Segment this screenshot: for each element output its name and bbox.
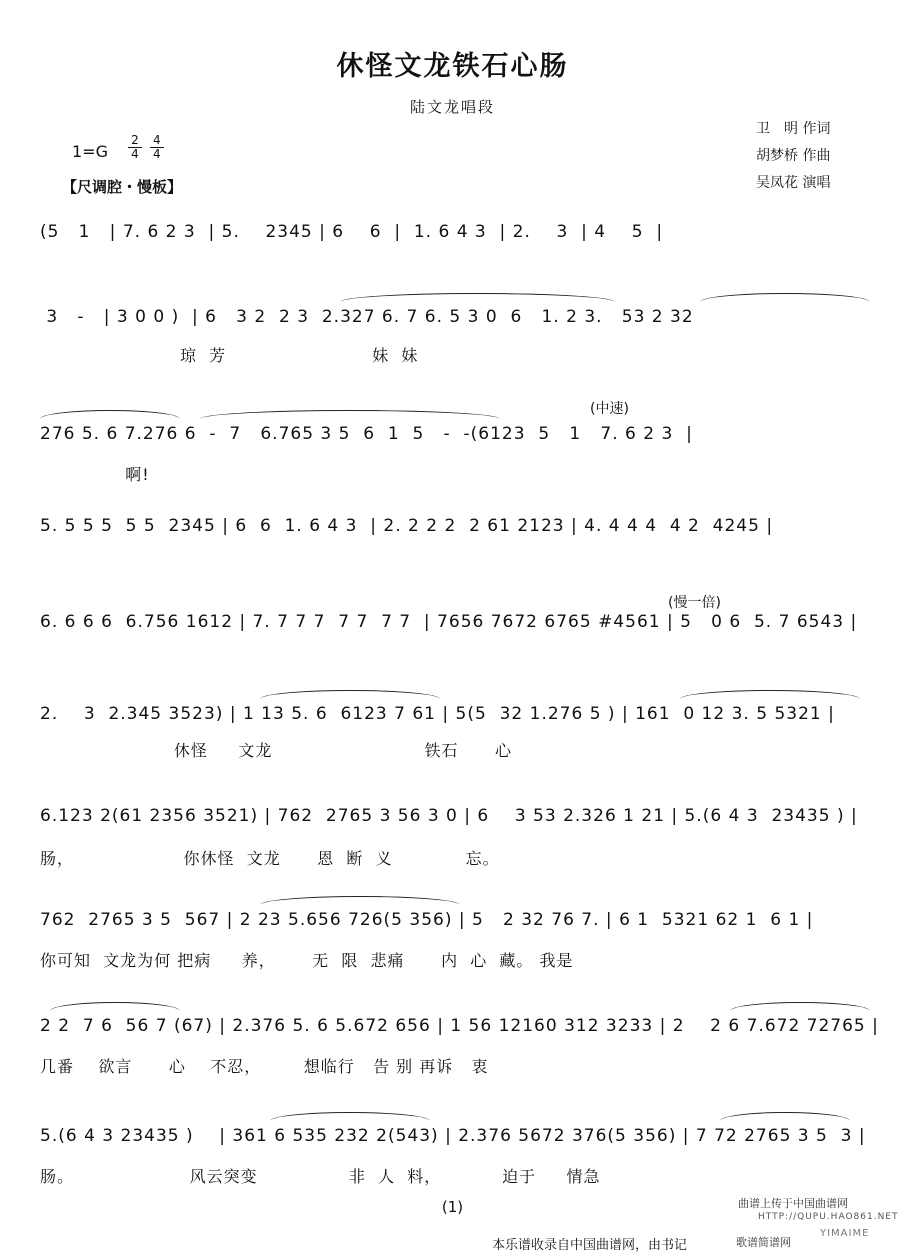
staff-row-4 [40,516,870,556]
lyrics-line: 肠， 你休怪 文龙 恩 断 义 忘。 [40,849,500,868]
footer-note: 本乐谱收录自中国曲谱网，由书记 [492,1238,688,1253]
credit-composer: 胡梦桥 作曲 [756,148,831,164]
staff-row-8 [40,910,870,970]
meter-b-top: 4 [150,134,164,148]
credits [756,116,830,197]
watermark-url: HTTP://QUPU.HAO861.NET [758,1212,899,1222]
notes-line: 3 - | 3 0 0 ) | 6 3 2 2 3 2.327 6. 7 6. 5 3 0 6 1. 2 3. 53 2 32 [40,307,694,327]
notes-line: 2 2 7 6 56 7 (67) | 2.376 5. 6 5.672 656 | 1 56 12160 312 3233 | 2 2 6 7.672 72765 | [40,1016,879,1036]
annotation-slow-double: (慢一倍) [668,595,721,611]
lyrics-line: 几番 欲言 心 不忍， 想临行 告 别 再诉 衷 [40,1057,489,1076]
staff-row-7 [40,806,870,868]
time-signature [128,134,168,161]
notes-line: 762 2765 3 5 567 | 2 23 5.656 726(5 356) | 5 2 32 76 7. | 6 1 5321 62 1 6 1 | [40,910,814,930]
annotation-mid-tempo: (中速) [590,401,629,417]
notes-line: 276 5. 6 7.276 6 - 7 6.765 3 5 6 1 5 - -(6123 5 1 7. 6 2 3 | [40,424,693,444]
notes-line: 2. 3 2.345 3523) | 1 13 5. 6 6123 7 61 | 5(5 32 1.276 5 ) | 161 0 12 3. 5 5321 | [40,704,835,724]
staff-row-5 [40,612,870,652]
notes-line: 5.(6 4 3 23435 ) | 361 6 535 232 2(543) | 2.376 5672 376(5 356) | 7 72 2765 3 5 3 | [40,1126,866,1146]
key-signature: 1=G [72,142,108,161]
notes-line: 6.123 2(61 2356 3521) | 762 2765 3 56 3 0 | 6 3 53 2.326 1 21 | 5.(6 4 3 23435 ) | [40,806,858,826]
watermark-brand: YIMAIME [820,1228,870,1239]
tempo-marking: 【尺调腔・慢板】 [62,178,183,196]
staff-row-2 [40,307,870,365]
watermark-upload: 曲谱上传于中国曲谱网 [738,1197,848,1210]
meter-a-bottom: 4 [131,147,139,161]
lyrics-line: 休怪 文龙 铁石 心 [40,741,512,760]
notes-line: 5. 5 5 5 5 5 2345 | 6 6 1. 6 4 3 | 2. 2 2 2 2 61 2123 | 4. 4 4 4 4 2 4245 | [40,516,774,536]
staff-row-1 [40,222,870,262]
staff-row-9 [40,1016,879,1076]
watermark-site: 歌谱简谱网 [736,1236,791,1249]
score-title: 休怪文龙铁石心肠 [336,51,569,82]
lyrics-line: 琼 芳 妹 妹 [40,346,419,365]
meter-b-bottom: 4 [153,147,161,161]
page-number: (1) [441,1198,464,1216]
credit-singer: 吴凤花 演唱 [756,175,831,191]
lyrics-line: 啊! [40,465,150,484]
staff-row-6 [40,704,870,760]
lyrics-line: 肠。 风云突变 非 人 料， 迫于 情急 [40,1167,601,1186]
staff-row-10 [40,1126,870,1186]
notes-line: (5 1 | 7. 6 2 3 | 5. 2345 | 6 6 | 1. 6 4 3 | 2. 3 | 4 5 | [40,222,664,242]
lyrics-line: 你可知 文龙为何 把病 养， 无 限 悲痛 内 心 藏。 我是 [40,951,574,970]
notes-line: 6. 6 6 6 6.756 1612 | 7. 7 7 7 7 7 7 7 | 7656 7672 6765 #4561 | 5 0 6 5. 7 6543 | [40,612,858,632]
meter-a-top: 2 [128,134,142,148]
score-subtitle: 陆文龙唱段 [409,98,495,116]
staff-row-3 [40,424,870,484]
credit-lyricist: 卫 明 作词 [756,121,831,137]
